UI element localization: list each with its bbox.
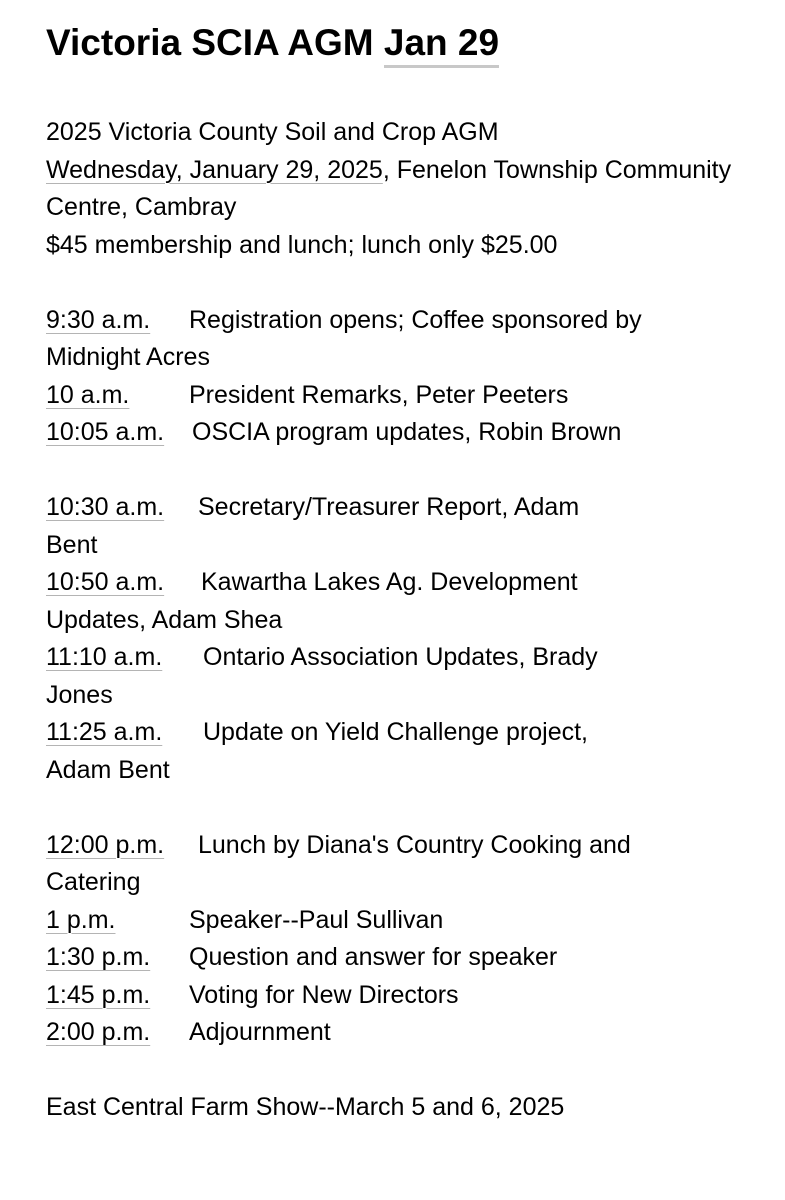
schedule-desc: Lunch by Diana's Country Cooking and [198, 830, 631, 859]
schedule-item [46, 977, 766, 1015]
schedule-desc: Kawartha Lakes Ag. Development [201, 568, 578, 596]
page-title [46, 19, 499, 67]
schedule-desc: Secretary/Treasurer Report, Adam [198, 493, 580, 521]
spacer [46, 264, 766, 302]
time-link[interactable]: 10:50 a.m. [46, 568, 165, 596]
schedule-desc: Ontario Association Updates, Brady [203, 643, 598, 671]
schedule-item [46, 414, 766, 452]
spacer [46, 1052, 766, 1090]
time-link[interactable]: 11:10 a.m. [46, 643, 163, 671]
intro-date-location [46, 152, 766, 227]
time-link[interactable]: 10 a.m. [46, 380, 130, 409]
schedule-group-2 [46, 489, 766, 789]
spacer [46, 789, 766, 827]
schedule-item [46, 564, 766, 602]
schedule-item-cont: Adam Bent [46, 755, 170, 784]
schedule-desc: Voting for New Directors [189, 980, 459, 1009]
schedule-desc: Update on Yield Challenge project, [203, 718, 588, 746]
schedule-desc: OSCIA program updates, Robin Brown [192, 418, 622, 446]
time-link[interactable]: 11:25 a.m. [46, 718, 163, 746]
schedule-desc: President Remarks, Peter Peeters [189, 380, 569, 409]
title-text: Victoria SCIA AGM [46, 22, 374, 63]
intro-pricing: $45 membership and lunch; lunch only $25.00 [46, 230, 558, 259]
schedule-desc: Speaker--Paul Sullivan [189, 905, 444, 934]
schedule-desc: Adjournment [189, 1018, 331, 1046]
schedule-item-cont: Bent [46, 530, 98, 559]
time-link[interactable]: 1:30 p.m. [46, 943, 151, 971]
time-link[interactable]: 12:00 p.m. [46, 830, 165, 859]
schedule-desc: Question and answer for speaker [189, 943, 558, 971]
time-link[interactable]: 9:30 a.m. [46, 305, 151, 334]
schedule-item-cont: Updates, Adam Shea [46, 605, 283, 634]
schedule-item [46, 902, 766, 940]
schedule-item [46, 939, 766, 977]
document-body [46, 114, 766, 1127]
schedule-item [46, 302, 766, 340]
schedule-item [46, 714, 766, 752]
spacer [46, 452, 766, 490]
time-link[interactable]: 10:30 a.m. [46, 493, 165, 521]
intro-heading: 2025 Victoria County Soil and Crop AGM [46, 118, 499, 146]
schedule-item [46, 489, 766, 527]
schedule-group-1 [46, 302, 766, 452]
footer-note: East Central Farm Show--March 5 and 6, 2025 [46, 1093, 565, 1121]
intro-block [46, 114, 766, 264]
schedule-item-cont: Catering [46, 868, 141, 896]
time-link[interactable]: 2:00 p.m. [46, 1018, 151, 1046]
schedule-item [46, 1014, 766, 1052]
title-date-link[interactable]: Jan 29 [384, 22, 499, 68]
intro-date-link[interactable]: Wednesday, January 29, 2025 [46, 155, 383, 184]
schedule-item-cont: Midnight Acres [46, 343, 210, 371]
time-link[interactable]: 1:45 p.m. [46, 980, 151, 1009]
schedule-item [46, 639, 766, 677]
intro-location: , Fenelon Township Community Centre, Cambray [46, 155, 732, 221]
time-link[interactable]: 1 p.m. [46, 905, 116, 934]
schedule-item [46, 377, 766, 415]
schedule-group-3 [46, 827, 766, 1052]
schedule-desc: Registration opens; Coffee sponsored by [189, 305, 642, 334]
time-link[interactable]: 10:05 a.m. [46, 418, 165, 446]
schedule-item-cont: Jones [46, 680, 113, 709]
schedule-item [46, 827, 766, 865]
